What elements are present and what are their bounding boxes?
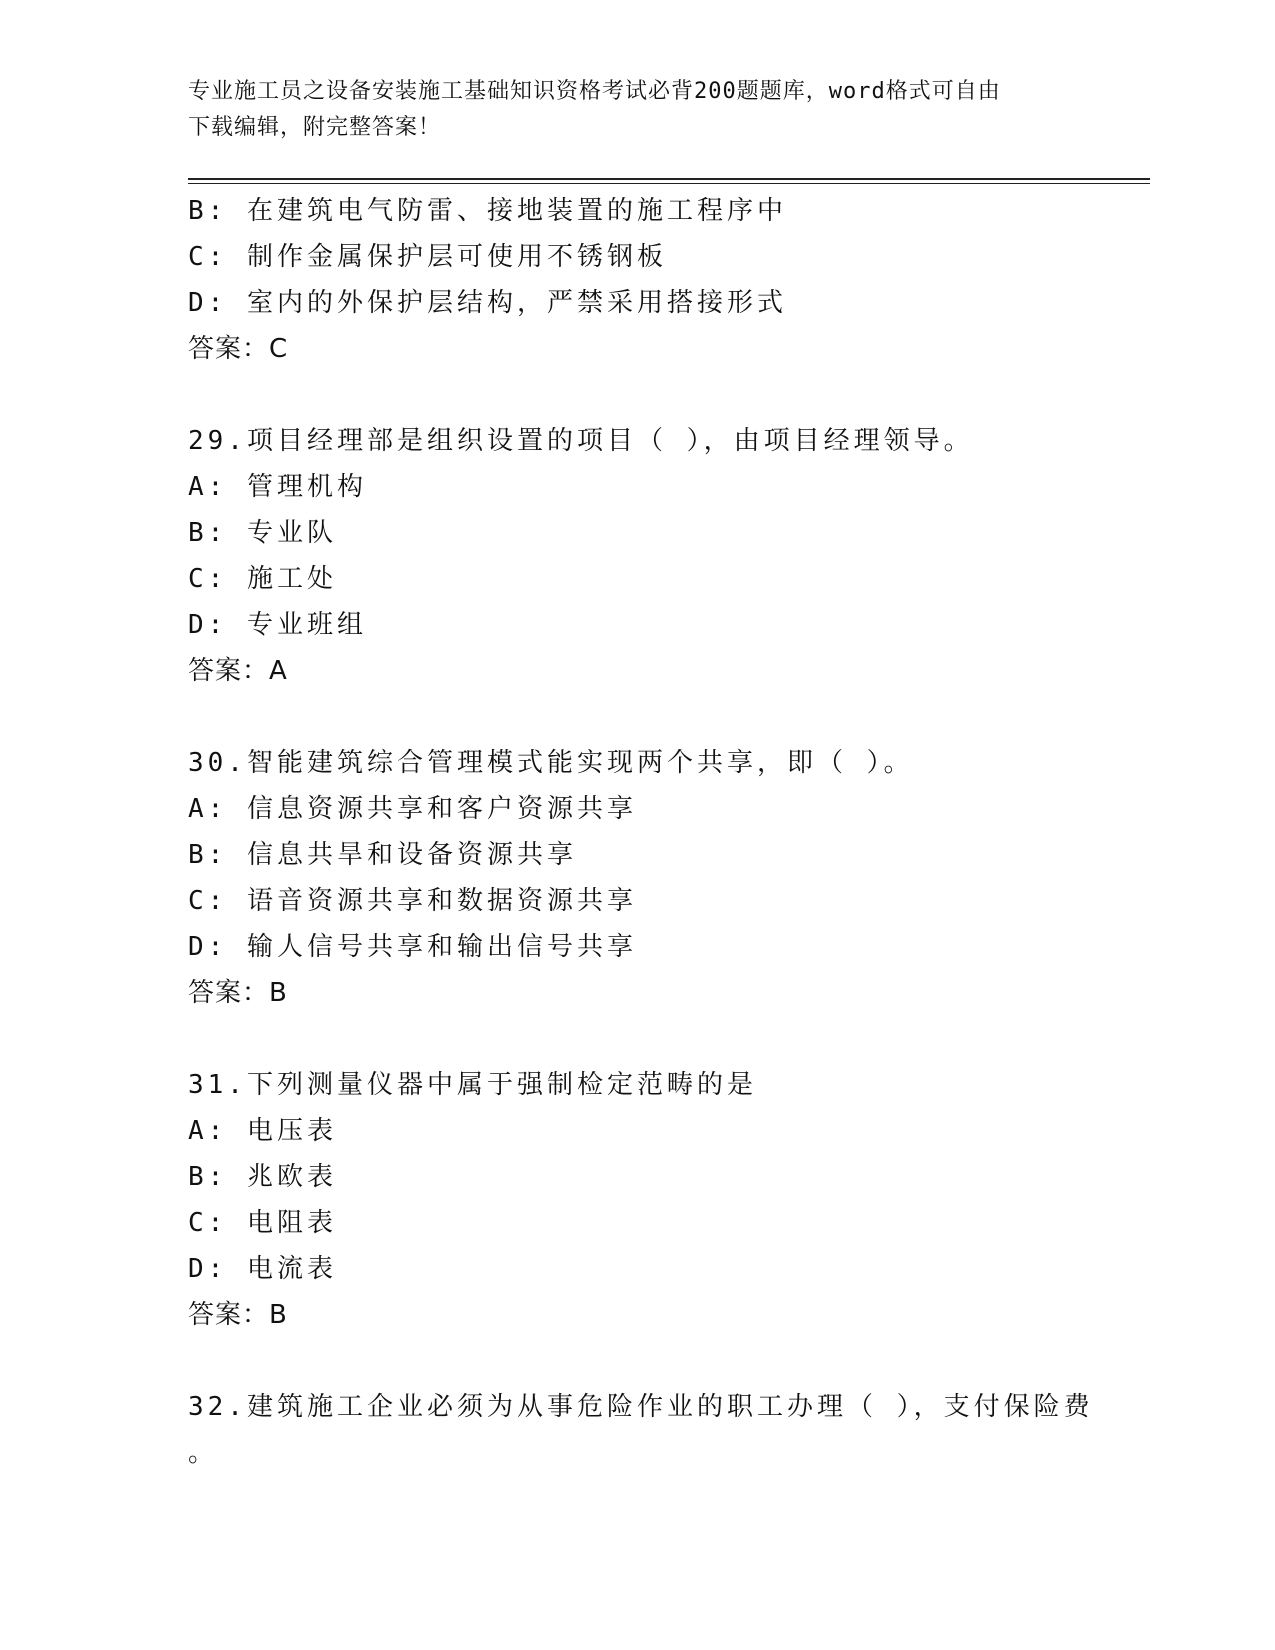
header-divider-top [188, 178, 1150, 180]
option-b: B: 兆欧表 [188, 1162, 337, 1192]
option-d: D: 电流表 [188, 1254, 337, 1284]
question-30 [188, 740, 1148, 1016]
question-stem: 31.下列测量仪器中属于强制检定范畴的是 [188, 1070, 757, 1100]
option-b: B: 信息共旱和设备资源共享 [188, 840, 577, 870]
option-c: C: 电阻表 [188, 1208, 337, 1238]
document-header [188, 74, 1088, 146]
option-a: A: 电压表 [188, 1116, 337, 1146]
option-c: C: 语音资源共享和数据资源共享 [188, 886, 637, 916]
option-b: B: 在建筑电气防雷、接地装置的施工程序中 [188, 196, 787, 226]
option-b: B: 专业队 [188, 518, 337, 548]
option-d: D: 室内的外保护层结构，严禁采用搭接形式 [188, 288, 787, 318]
question-stem: 29.项目经理部是组织设置的项目（ ），由项目经理领导。 [188, 426, 974, 456]
option-c: C: 制作金属保护层可使用不锈钢板 [188, 242, 667, 272]
question-stem: 30.智能建筑综合管理模式能实现两个共享，即（ ）。 [188, 748, 914, 778]
option-d: D: 输人信号共享和输出信号共享 [188, 932, 637, 962]
option-a: A: 管理机构 [188, 472, 367, 502]
question-29 [188, 418, 1148, 694]
option-c: C: 施工处 [188, 564, 337, 594]
header-divider-bottom [188, 183, 1150, 184]
question-28-continued [188, 188, 1148, 372]
option-d: D: 专业班组 [188, 610, 367, 640]
question-stem-continued: 。 [188, 1438, 219, 1468]
answer: 答案：B [188, 1300, 288, 1330]
option-a: A: 信息资源共享和客户资源共享 [188, 794, 637, 824]
header-line-2: 下载编辑，附完整答案！ [188, 115, 442, 140]
header-line-1: 专业施工员之设备安装施工基础知识资格考试必背200题题库，word格式可自由 [188, 79, 1001, 104]
question-31 [188, 1062, 1148, 1338]
answer: 答案：B [188, 978, 288, 1008]
question-stem: 32.建筑施工企业必须为从事危险作业的职工办理（ ），支付保险费 [188, 1392, 1094, 1422]
answer: 答案：A [188, 656, 288, 686]
question-list [188, 188, 1148, 1476]
question-32 [188, 1384, 1148, 1476]
answer: 答案：C [188, 334, 289, 364]
